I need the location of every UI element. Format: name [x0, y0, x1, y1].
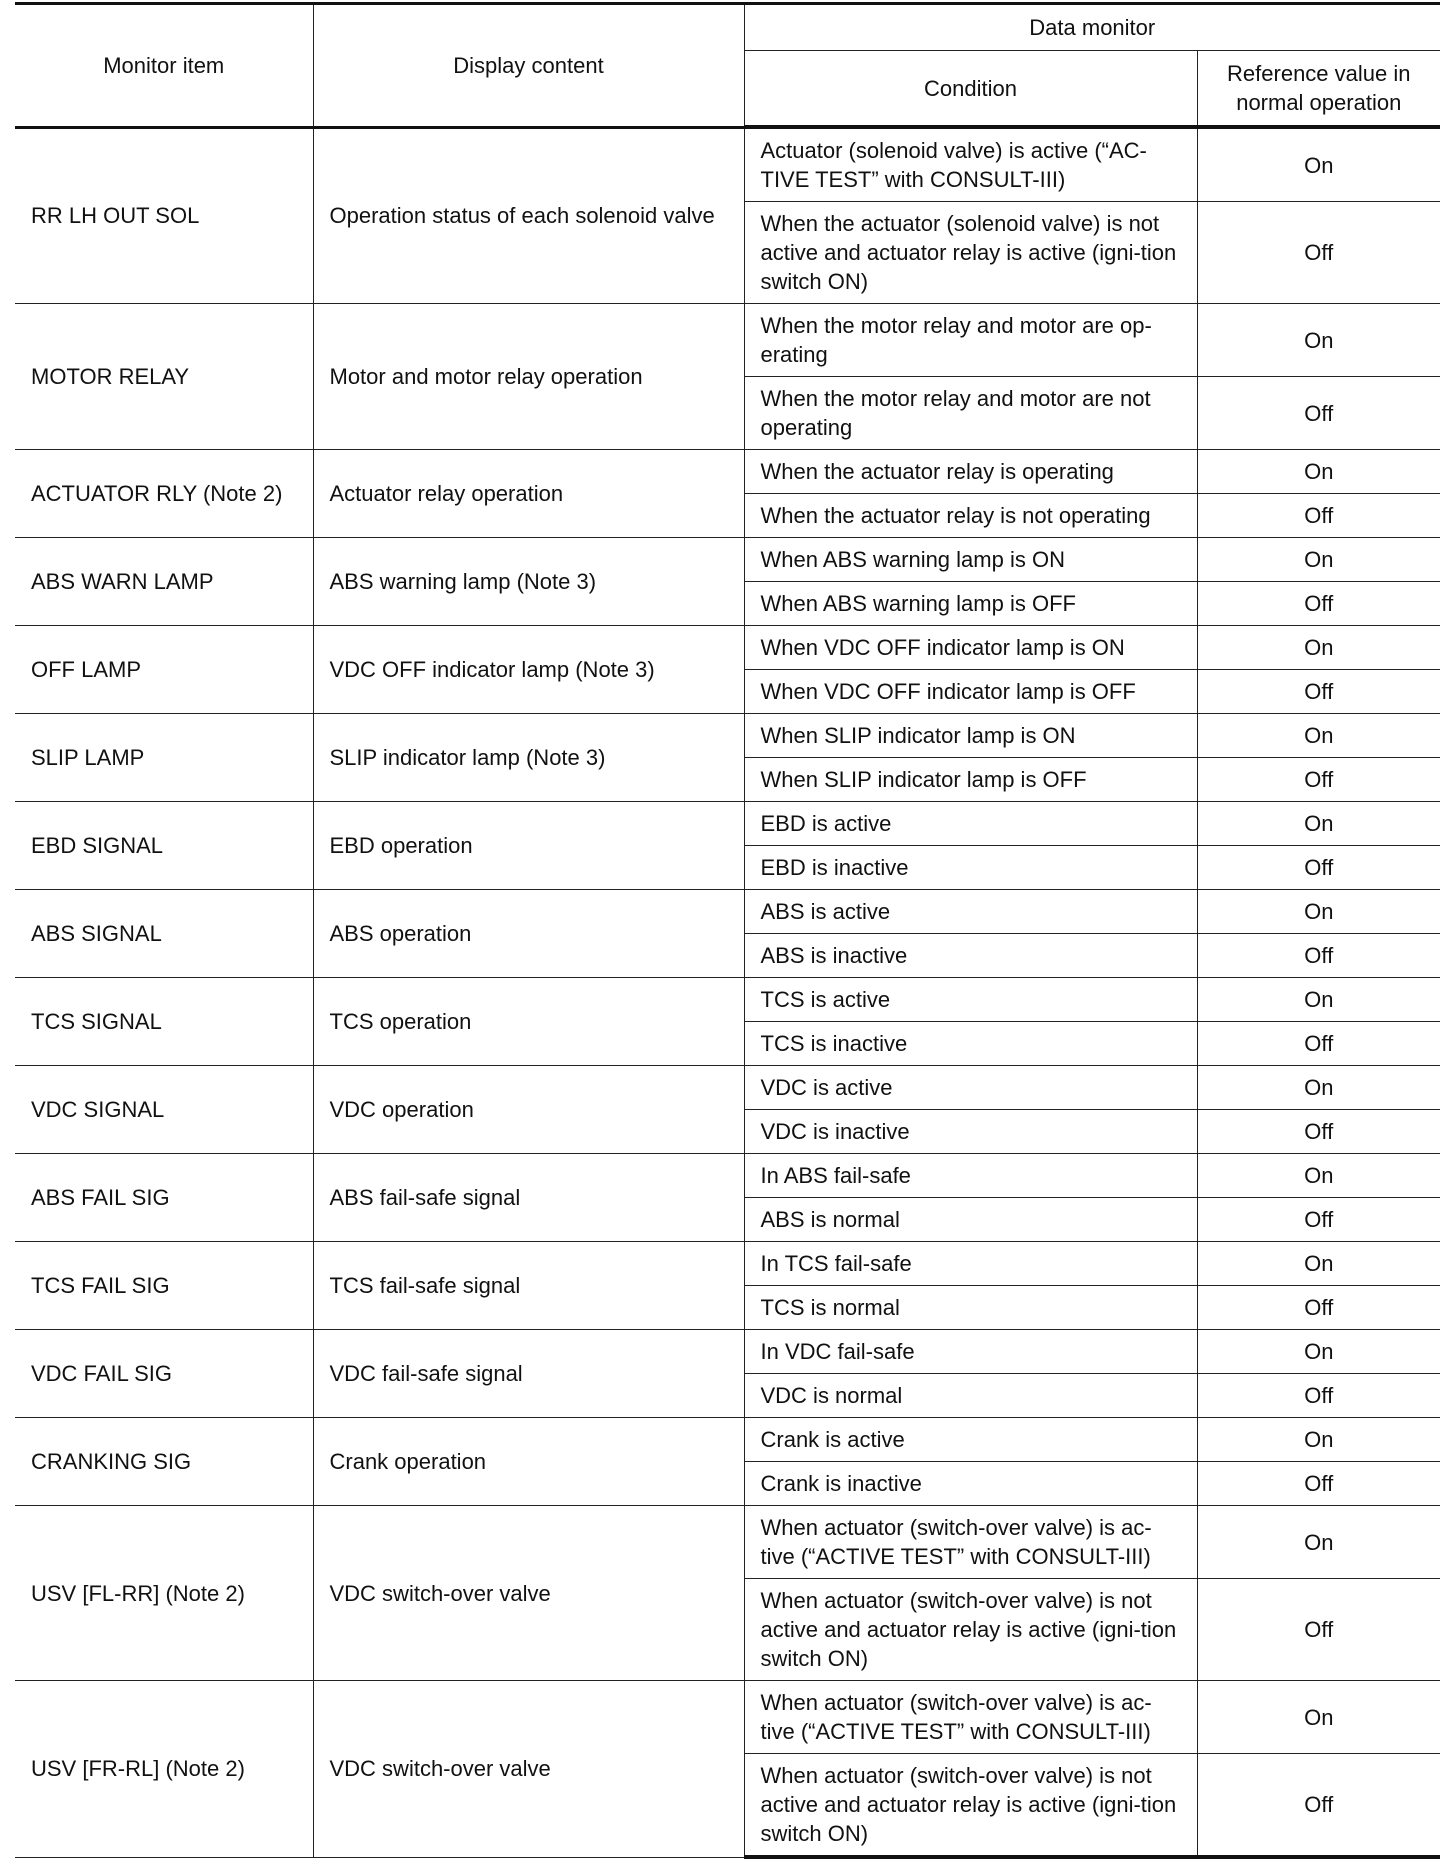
reference-value-cell: On: [1197, 1066, 1440, 1110]
table-row: [15, 450, 1440, 494]
display-content-cell: ABS warning lamp (Note 3): [313, 538, 744, 626]
condition-cell: TCS is normal: [744, 1286, 1197, 1330]
condition-cell: When actuator (switch-over valve) is ac-tive (“ACTIVE TEST” with CONSULT-III): [744, 1506, 1197, 1579]
table-row: [15, 538, 1440, 582]
display-content-cell: EBD operation: [313, 802, 744, 890]
display-content-cell: VDC switch-over valve: [313, 1681, 744, 1858]
condition-cell: ABS is normal: [744, 1198, 1197, 1242]
reference-value-cell: Off: [1197, 1022, 1440, 1066]
display-content-cell: ABS operation: [313, 890, 744, 978]
condition-cell: When VDC OFF indicator lamp is ON: [744, 626, 1197, 670]
condition-cell: Actuator (solenoid valve) is active (“AC-TIVE TEST” with CONSULT-III): [744, 127, 1197, 202]
monitor-item-cell: USV [FL-RR] (Note 2): [15, 1506, 313, 1681]
monitor-item-cell: SLIP LAMP: [15, 714, 313, 802]
display-content-cell: VDC switch-over valve: [313, 1506, 744, 1681]
reference-value-cell: Off: [1197, 202, 1440, 304]
display-content-cell: VDC fail-safe signal: [313, 1330, 744, 1418]
reference-value-cell: On: [1197, 127, 1440, 202]
table-row: [15, 626, 1440, 670]
reference-value-cell: Off: [1197, 1198, 1440, 1242]
condition-cell: When the actuator (solenoid valve) is not active and actuator relay is active (igni-tion switch ON): [744, 202, 1197, 304]
monitor-item-cell: TCS FAIL SIG: [15, 1242, 313, 1330]
display-content-cell: Motor and motor relay operation: [313, 304, 744, 450]
monitor-item-cell: ACTUATOR RLY (Note 2): [15, 450, 313, 538]
reference-value-cell: On: [1197, 538, 1440, 582]
reference-value-cell: Off: [1197, 758, 1440, 802]
table-row: [15, 127, 1440, 202]
monitor-item-cell: ABS WARN LAMP: [15, 538, 313, 626]
display-content-cell: TCS operation: [313, 978, 744, 1066]
table-row: [15, 890, 1440, 934]
condition-cell: In TCS fail-safe: [744, 1242, 1197, 1286]
display-content-cell: SLIP indicator lamp (Note 3): [313, 714, 744, 802]
display-content-cell: VDC OFF indicator lamp (Note 3): [313, 626, 744, 714]
table-row: [15, 978, 1440, 1022]
condition-cell: Crank is active: [744, 1418, 1197, 1462]
header-data-monitor: Data monitor: [744, 4, 1440, 51]
condition-cell: When actuator (switch-over valve) is ac-tive (“ACTIVE TEST” with CONSULT-III): [744, 1681, 1197, 1754]
monitor-item-cell: ABS SIGNAL: [15, 890, 313, 978]
monitor-item-cell: CRANKING SIG: [15, 1418, 313, 1506]
reference-value-cell: On: [1197, 1242, 1440, 1286]
condition-cell: VDC is normal: [744, 1374, 1197, 1418]
table-row: [15, 1066, 1440, 1110]
table-row: [15, 1681, 1440, 1754]
data-monitor-table: [15, 2, 1440, 1859]
header-condition: Condition: [744, 51, 1197, 128]
condition-cell: When ABS warning lamp is ON: [744, 538, 1197, 582]
reference-value-cell: On: [1197, 1330, 1440, 1374]
reference-value-cell: On: [1197, 450, 1440, 494]
reference-value-cell: On: [1197, 304, 1440, 377]
monitor-item-cell: VDC FAIL SIG: [15, 1330, 313, 1418]
condition-cell: EBD is inactive: [744, 846, 1197, 890]
condition-cell: When VDC OFF indicator lamp is OFF: [744, 670, 1197, 714]
header-row-top: [15, 4, 1440, 51]
reference-value-cell: Off: [1197, 934, 1440, 978]
monitor-item-cell: EBD SIGNAL: [15, 802, 313, 890]
table-row: [15, 1418, 1440, 1462]
reference-value-cell: Off: [1197, 1110, 1440, 1154]
reference-value-cell: Off: [1197, 1462, 1440, 1506]
monitor-item-cell: ABS FAIL SIG: [15, 1154, 313, 1242]
monitor-item-cell: MOTOR RELAY: [15, 304, 313, 450]
reference-value-cell: Off: [1197, 377, 1440, 450]
condition-cell: VDC is inactive: [744, 1110, 1197, 1154]
reference-value-cell: Off: [1197, 670, 1440, 714]
reference-value-cell: On: [1197, 1154, 1440, 1198]
reference-value-cell: Off: [1197, 1286, 1440, 1330]
reference-value-cell: On: [1197, 890, 1440, 934]
reference-value-cell: On: [1197, 802, 1440, 846]
reference-value-cell: On: [1197, 1681, 1440, 1754]
reference-value-cell: On: [1197, 714, 1440, 758]
condition-cell: TCS is active: [744, 978, 1197, 1022]
condition-cell: When actuator (switch-over valve) is not active and actuator relay is active (igni-tion switch ON): [744, 1754, 1197, 1858]
display-content-cell: Actuator relay operation: [313, 450, 744, 538]
table-row: [15, 1154, 1440, 1198]
condition-cell: In ABS fail-safe: [744, 1154, 1197, 1198]
condition-cell: In VDC fail-safe: [744, 1330, 1197, 1374]
reference-value-cell: On: [1197, 1418, 1440, 1462]
monitor-item-cell: OFF LAMP: [15, 626, 313, 714]
condition-cell: ABS is inactive: [744, 934, 1197, 978]
reference-value-cell: Off: [1197, 494, 1440, 538]
condition-cell: When the actuator relay is operating: [744, 450, 1197, 494]
monitor-item-cell: VDC SIGNAL: [15, 1066, 313, 1154]
reference-value-cell: Off: [1197, 1754, 1440, 1858]
condition-cell: ABS is active: [744, 890, 1197, 934]
reference-value-cell: Off: [1197, 582, 1440, 626]
display-content-cell: VDC operation: [313, 1066, 744, 1154]
display-content-cell: TCS fail-safe signal: [313, 1242, 744, 1330]
table-row: [15, 1242, 1440, 1286]
condition-cell: When SLIP indicator lamp is OFF: [744, 758, 1197, 802]
table-row: [15, 1506, 1440, 1579]
reference-value-cell: On: [1197, 1506, 1440, 1579]
condition-cell: VDC is active: [744, 1066, 1197, 1110]
display-content-cell: Crank operation: [313, 1418, 744, 1506]
monitor-item-cell: USV [FR-RL] (Note 2): [15, 1681, 313, 1858]
reference-value-cell: Off: [1197, 846, 1440, 890]
display-content-cell: ABS fail-safe signal: [313, 1154, 744, 1242]
table-row: [15, 304, 1440, 377]
condition-cell: When the actuator relay is not operating: [744, 494, 1197, 538]
header-reference-value: Reference value in normal operation: [1197, 51, 1440, 128]
condition-cell: Crank is inactive: [744, 1462, 1197, 1506]
condition-cell: When the motor relay and motor are op-erating: [744, 304, 1197, 377]
table-row: [15, 714, 1440, 758]
condition-cell: When the motor relay and motor are not operating: [744, 377, 1197, 450]
header-monitor-item: Monitor item: [15, 4, 313, 128]
reference-value-cell: On: [1197, 978, 1440, 1022]
table-row: [15, 1330, 1440, 1374]
data-monitor-table-container: [15, 2, 1440, 1859]
reference-value-cell: Off: [1197, 1374, 1440, 1418]
condition-cell: EBD is active: [744, 802, 1197, 846]
display-content-cell: Operation status of each solenoid valve: [313, 127, 744, 304]
table-body: [15, 127, 1440, 1857]
table-row: [15, 802, 1440, 846]
condition-cell: When SLIP indicator lamp is ON: [744, 714, 1197, 758]
monitor-item-cell: RR LH OUT SOL: [15, 127, 313, 304]
monitor-item-cell: TCS SIGNAL: [15, 978, 313, 1066]
condition-cell: TCS is inactive: [744, 1022, 1197, 1066]
reference-value-cell: On: [1197, 626, 1440, 670]
condition-cell: When ABS warning lamp is OFF: [744, 582, 1197, 626]
header-display-content: Display content: [313, 4, 744, 128]
reference-value-cell: Off: [1197, 1579, 1440, 1681]
condition-cell: When actuator (switch-over valve) is not active and actuator relay is active (igni-tion switch ON): [744, 1579, 1197, 1681]
